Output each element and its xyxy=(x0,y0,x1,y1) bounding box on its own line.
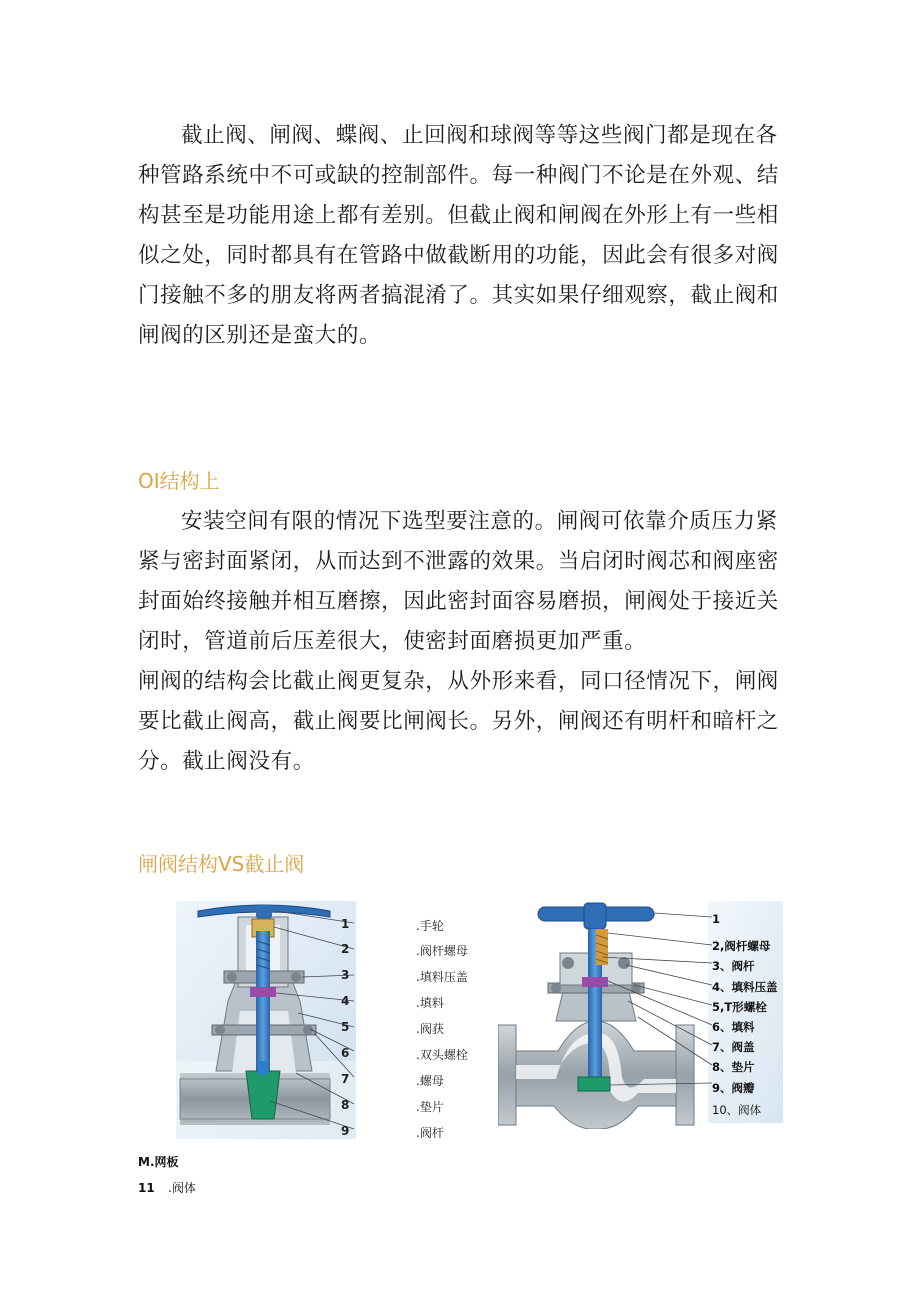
footnote-number: 11 xyxy=(138,1181,155,1195)
footnote-line-1: M.网板 xyxy=(138,1155,179,1169)
globe-legend-item: 6、填料 xyxy=(712,1020,755,1034)
gate-legend-item: 7 .螺母 xyxy=(341,1072,444,1088)
gate-legend-item: 3 .填料压盖 xyxy=(341,968,468,984)
globe-legend-item: 8、垫片 xyxy=(712,1060,755,1074)
intro-paragraph: 截止阀、闸阀、蝶阀、止回阀和球阀等等这些阀门都是现在各种管路系统中不可或缺的控制部件。每一种阀门不论是在外观、结构甚至是功能用途上都有差别。但截止阀和闸阀在外形上有一些相似之处，同时都具有在管路中做截断用的功能，因此会有很多对阀门接触不多的朋友将两者搞混淆了。其实如果仔细观察，截止阀和闸阀的区别还是蛮大的。 xyxy=(138,123,779,348)
footnote-line-2 xyxy=(138,1179,196,1196)
gate-legend-item: 5 .阀获 xyxy=(341,1020,444,1036)
gate-legend-item: 2 .阀杆螺母 xyxy=(341,942,468,958)
globe-legend-item: 10、阀体 xyxy=(712,1103,762,1117)
gate-legend-item: 6 .双头螺栓 xyxy=(341,1046,468,1062)
globe-legend-item: 2,阀杆螺母 xyxy=(712,939,771,953)
globe-legend-item: 1 xyxy=(712,912,721,926)
structure-paragraph-1: 安装空间有限的情况下选型要注意的。闸阀可依靠介质压力紧紧与密封面紧闭，从而达到不泄露的效果。当启闭时阀芯和阀座密封面始终接触并相互磨擦，因此密封面容易磨损，闸阀处于接近关闭时，管道前后压差很大，使密封面磨损更加严重。 xyxy=(138,509,779,654)
gate-valve-diagram xyxy=(176,901,356,1139)
gate-legend-item: 9 .阀杆 xyxy=(341,1124,444,1140)
gate-legend-item: 4 .填料 xyxy=(341,994,444,1010)
footnote-name: .阀体 xyxy=(168,1181,196,1195)
globe-legend-item: 9、阀瓣 xyxy=(712,1081,755,1095)
globe-legend-item: 4、填料压盖 xyxy=(712,980,778,994)
section-comparison-heading: 闸阀结构VS截止阀 xyxy=(138,852,305,876)
section-structure-heading: OI结构上 xyxy=(138,469,220,493)
gate-legend-item: 1 .手轮 xyxy=(341,917,444,933)
globe-legend-item: 3、阀杆 xyxy=(712,959,755,973)
gate-legend-item: 8 .垫片 xyxy=(341,1098,444,1114)
structure-paragraph-2: 闸阀的结构会比截止阀更复杂，从外形来看，同口径情况下，闸阀要比截止阀高，截止阀要比闸阀长。另外，闸阀还有明杆和暗杆之分。截止阀没有。 xyxy=(138,669,779,774)
globe-legend-item: 7、阀盖 xyxy=(712,1040,755,1054)
intro-section xyxy=(138,116,788,356)
structure-section xyxy=(138,502,788,782)
globe-legend-item: 5,T形螺栓 xyxy=(712,1000,767,1014)
